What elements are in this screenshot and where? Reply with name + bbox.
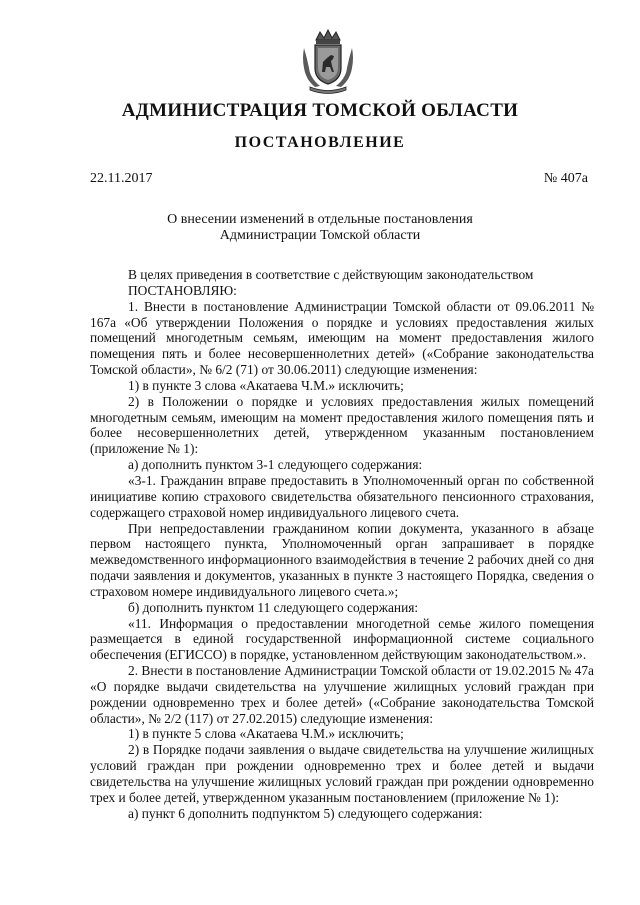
body-paragraph: 2. Внести в постановление Администрации Томской области от 19.02.2015 № 47а «О порядке выдачи свидетельства на улучшение жилищных условий граждан при рождении одновременно трех и более детей» («Собрание законодательства Томской области», № 2/2 (117) от 27.02.2015) следующие изменения: (90, 663, 594, 726)
body-paragraph: а) дополнить пунктом 3-1 следующего содержания: (128, 457, 423, 473)
body-paragraph: При непредоставлении гражданином копии документа, указанного в абзаце первом настоящего пункта, Уполномоченный орган запрашивает в порядке межведомственного информационного взаимодействия в течение 2 рабочих дней со дня подачи заявления и документов, указанных в пункте 3 настоящего Порядка, сведения о страховом номере индивидуального лицевого счета.»; (90, 520, 594, 599)
subject-line: О внесении изменений в отдельные постановления (167, 212, 473, 227)
body-paragraph: 1) в пункте 5 слова «Акатаева Ч.М.» исключить; (128, 726, 404, 742)
body-paragraph: 2) в Положении о порядке и условиях предоставления жилых помещений многодетным семьям, имеющим на момент предоставления жилого помещения пять и более несовершеннолетних детей, утвержденном указанным постановлением (приложение № 1): (90, 393, 594, 457)
subject-line: Администрации Томской области (219, 228, 421, 243)
document-type-heading: ПОСТАНОВЛЕНИЕ (234, 134, 406, 151)
document-subject (0, 212, 640, 244)
coat-of-arms-emblem (298, 28, 358, 94)
body-paragraph: «11. Информация о предоставлении многодетной семье жилого помещения размещается в единой государственной информационной системе социального обеспечения (ЕГИССО) в порядке, установленном действующим законодательством.». (90, 615, 594, 663)
document-number: № 407а (543, 171, 588, 186)
body-paragraph: ПОСТАНОВЛЯЮ: (128, 282, 237, 298)
body-paragraph: а) пункт 6 дополнить подпунктом 5) следующего содержания: (128, 805, 483, 821)
body-paragraph: 2) в Порядке подачи заявления о выдаче свидетельства на улучшение жилищных условий граждан при рождении одновременно трех и более детей и выдачи свидетельства на улучшение жилищных условий граждан при рождении одновременно трех и более детей, утвержденном указанным постановлением (приложение № 1): (90, 742, 594, 805)
document-body (90, 267, 594, 822)
body-paragraph: б) дополнить пунктом 11 следующего содержания: (128, 599, 419, 615)
body-paragraph: 1) в пункте 3 слова «Акатаева Ч.М.» исключить; (128, 377, 404, 393)
document-date: 22.11.2017 (90, 171, 153, 186)
body-paragraph: «3-1. Гражданин вправе предоставить в Уполномоченный орган по собственной инициативе копию страхового свидетельства обязательного пенсионного страхования, содержащего страховой номер индивидуального лицевого счета. (90, 472, 594, 520)
organization-title: АДМИНИСТРАЦИЯ ТОМСКОЙ ОБЛАСТИ (121, 100, 519, 121)
body-paragraph: В целях приведения в соответствие с действующим законодательством (128, 267, 534, 282)
body-paragraph: 1. Внести в постановление Администрации Томской области от 09.06.2011 № 167а «Об утверждении Положения о порядке и условиях предоставления жилых помещений многодетным семьям, имеющим на момент предоставления жилого помещения пять и более несовершеннолетних детей» («Собрание законодательства Томской области», № 6/2 (71) от 30.06.2011) следующие изменения: (90, 298, 594, 378)
